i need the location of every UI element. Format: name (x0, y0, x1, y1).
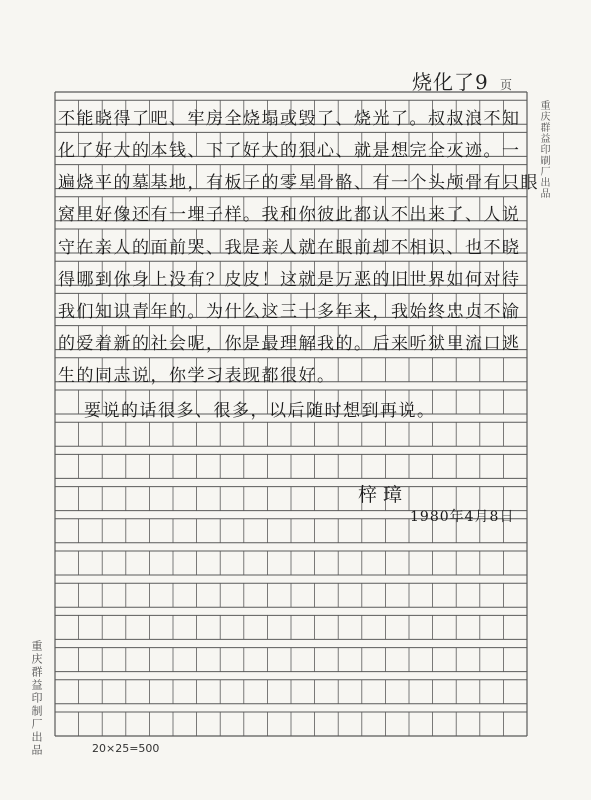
body-line: 我们知识青年的。为什么这三十多年来，我始终忠贞不渝 (58, 302, 521, 322)
body-line: 窝里好像还有一埋子样。我和你彼此都认不出来了、人说 (58, 205, 521, 225)
body-line: 遍烧平的墓基地，有板子的零星骨骼、有一个头颅骨有只眼 (58, 173, 539, 193)
body-line: 化了好大的本钱、下了好大的狠心、就是想完全灭迹。一 (58, 141, 521, 161)
grid-size-label: 20×25=500 (92, 742, 160, 755)
body-line: 生的同志说，你学习表现都很好。 (58, 366, 336, 386)
printer-imprint-right: 重庆群益印刷厂出品 (538, 100, 549, 199)
body-line: 的爱着新的社会呢，你是最理解我的。后来听狱里流口逃 (58, 334, 521, 354)
header-handwritten-mark: 烧化了9 (412, 70, 489, 94)
body-line: 不能晓得了吧、牢房全烧塌或毁了、烧光了。叔叔浪不知 (58, 109, 521, 129)
signature-name: 梓璋 (358, 484, 409, 506)
body-line: 守在亲人的面前哭、我是亲人就在眼前却不相识、也不晓 (58, 238, 521, 258)
page-number: 9 (475, 70, 489, 94)
page-label: 页 (500, 78, 513, 92)
body-line: 得哪到你身上没有？皮皮！这就是万恶的旧世界如何对待 (58, 270, 521, 290)
body-line: 要说的话很多、很多，以后随时想到再说。 (84, 401, 436, 421)
printer-imprint-left: 重庆群益印制厂出品 (30, 640, 43, 757)
signature-date: 1980年4月8日 (410, 509, 515, 525)
